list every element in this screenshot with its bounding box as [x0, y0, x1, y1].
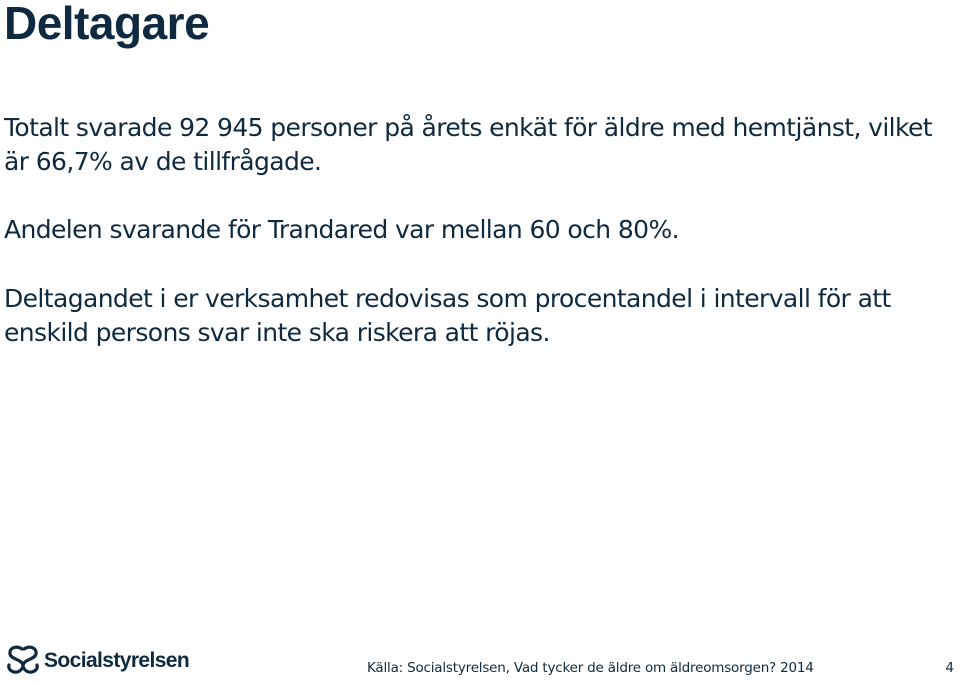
paragraph-response-share: Andelen svarande för Trandared var mellan 60 och 80%. [4, 215, 679, 244]
page-number: 4 [945, 660, 954, 676]
logo-wordmark: Socialstyrelsen [44, 649, 190, 672]
paragraph-total-respondents: Totalt svarade 92 945 personer på årets enkät för äldre med hemtjänst, vilket är 66,7% av de tillfrågade. [4, 113, 932, 176]
footer-logo [6, 645, 189, 677]
paragraph-participation-note: Deltagandet i er verksamhet redovisas som procentandel i intervall för att enskild persons svar inte ska riskera att röjas. [4, 284, 891, 347]
socialstyrelsen-logo-icon [6, 645, 40, 677]
source-citation: Källa: Socialstyrelsen, Vad tycker de äldre om äldreomsorgen? 2014 [367, 660, 814, 676]
slide-title: Deltagare [4, 0, 210, 49]
